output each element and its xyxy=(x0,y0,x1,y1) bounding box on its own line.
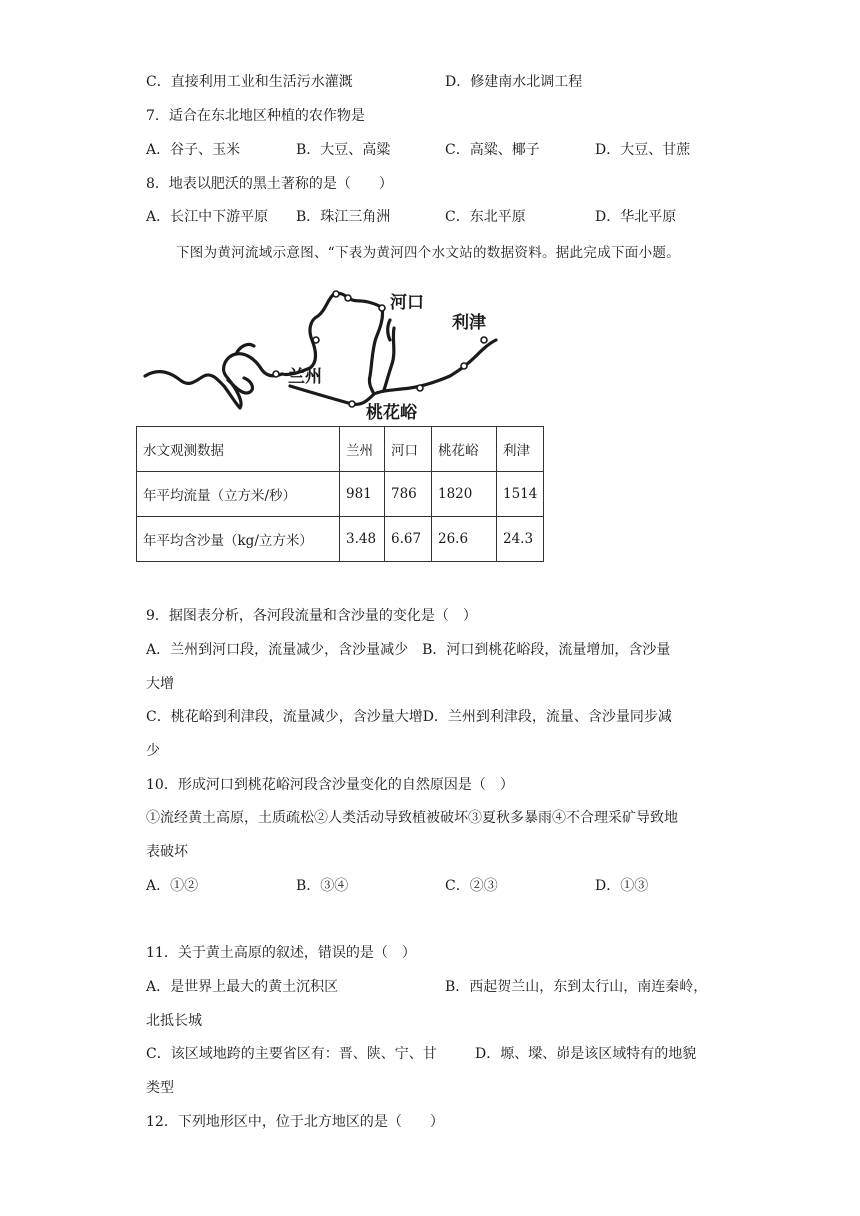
station-marker-lijin xyxy=(481,337,487,343)
q10-option-c: C．②③ xyxy=(445,878,498,894)
q11-option-b-continued: 北抵长城 xyxy=(146,1013,202,1029)
q10-option-a: A．①② xyxy=(146,878,199,894)
q7-stem: 7．适合在东北地区种植的农作物是 xyxy=(146,108,365,124)
table-header-cell: 桃花峪 xyxy=(432,427,497,472)
q11-option-b: B．西起贺兰山，东到太行山，南连秦岭， xyxy=(445,979,708,995)
q10-stem: 10．形成河口到桃花峪河段含沙量变化的自然原因是（ ） xyxy=(146,777,514,793)
river-tributary-north xyxy=(388,320,390,340)
q6-option-d: D．修建南水北调工程 xyxy=(445,74,583,90)
q12-stem: 12．下列地形区中，位于北方地区的是（ ） xyxy=(146,1114,444,1130)
station-marker-north-2 xyxy=(345,295,351,301)
table-header-row xyxy=(137,427,544,472)
q11-option-c: C．该区域地跨的主要省区有：晋、陕、宁、甘 xyxy=(146,1046,437,1062)
yellow-river-basin-map xyxy=(140,284,540,426)
q7-option-d: D．大豆、甘蔗 xyxy=(595,142,691,158)
table-cell: 3.48 xyxy=(340,517,385,562)
river-great-bend xyxy=(282,293,382,374)
station-marker-lanzhou xyxy=(273,371,279,377)
table-row xyxy=(137,472,544,517)
table-cell: 1820 xyxy=(432,472,497,517)
river-loop-lanzhou xyxy=(228,378,252,393)
table-header-cell: 水文观测数据 xyxy=(137,427,340,472)
station-marker-north-1 xyxy=(333,291,339,297)
q9-options-line-3: C．桃花峪到利津段，流量减少，含沙量大增D．兰州到利津段，流量、含沙量同步减 xyxy=(146,709,672,725)
map-label-lijin: 利津 xyxy=(452,313,486,333)
table-cell: 年平均流量（立方米/秒） xyxy=(137,472,340,517)
table-cell: 26.6 xyxy=(432,517,497,562)
river-hekou-descent xyxy=(369,308,382,394)
q9-options-line-4: 少 xyxy=(146,743,160,759)
q7-option-a: A．谷子、玉米 xyxy=(146,142,241,158)
q8-stem: 8．地表以肥沃的黑土著称的是（ ） xyxy=(146,176,393,192)
q11-option-a: A．是世界上最大的黄土沉积区 xyxy=(146,979,339,995)
q7-option-c: C．高粱、椰子 xyxy=(445,142,540,158)
q8-option-b: B．珠江三角洲 xyxy=(296,209,391,225)
q8-option-c: C．东北平原 xyxy=(445,209,526,225)
station-marker-mid xyxy=(417,385,423,391)
table-cell: 981 xyxy=(340,472,385,517)
passage-intro: 下图为黄河流域示意图、“下表为黄河四个水文站的数据资料。据此完成下面小题。 xyxy=(176,245,681,261)
table-cell: 786 xyxy=(385,472,432,517)
q10-statements-line-2: 表破坏 xyxy=(146,844,188,860)
station-marker-east xyxy=(461,363,467,369)
map-label-lanzhou: 兰州 xyxy=(288,367,322,387)
table-row xyxy=(137,517,544,562)
table-header-cell: 兰州 xyxy=(340,427,385,472)
station-marker-taohuayu xyxy=(349,401,355,407)
table-cell: 6.67 xyxy=(385,517,432,562)
q8-option-d: D．华北平原 xyxy=(595,209,677,225)
station-marker-west xyxy=(313,337,319,343)
q10-option-d: D．①③ xyxy=(595,878,649,894)
map-label-taohuayu: 桃花峪 xyxy=(366,403,417,423)
table-cell: 年平均含沙量（kg/立方米） xyxy=(137,517,340,562)
station-marker-hekou xyxy=(379,305,385,311)
river-upper-course xyxy=(145,354,282,408)
q10-option-b: B．③④ xyxy=(296,878,349,894)
q9-stem: 9．据图表分析，各河段流量和含沙量的变化是（ ） xyxy=(146,608,477,624)
table-cell: 1514 xyxy=(497,472,544,517)
table-cell: 24.3 xyxy=(497,517,544,562)
table-header-cell: 河口 xyxy=(385,427,432,472)
q6-option-c: C．直接利用工业和生活污水灌溉 xyxy=(146,74,353,90)
hydrology-data-table xyxy=(136,426,544,562)
q9-options-line-1: A．兰州到河口段，流量减少，含沙量减少 B．河口到桃花峪段，流量增加，含沙量 xyxy=(146,642,671,658)
q7-option-b: B．大豆、高粱 xyxy=(296,142,391,158)
q8-option-a: A．长江中下游平原 xyxy=(146,209,269,225)
q11-option-d-continued: 类型 xyxy=(146,1080,174,1096)
q10-statements-line-1: ①流经黄土高原，土质疏松②人类活动导致植被破坏③夏秋多暴雨④不合理采矿导致地 xyxy=(146,810,678,826)
map-label-hekou: 河口 xyxy=(390,293,424,313)
table-header-cell: 利津 xyxy=(497,427,544,472)
q11-stem: 11．关于黄土高原的叙述，错误的是（ ） xyxy=(146,945,416,961)
q11-option-d: D．塬、墚、峁是该区域特有的地貌 xyxy=(475,1046,697,1062)
q9-options-line-2: 大增 xyxy=(146,676,174,692)
